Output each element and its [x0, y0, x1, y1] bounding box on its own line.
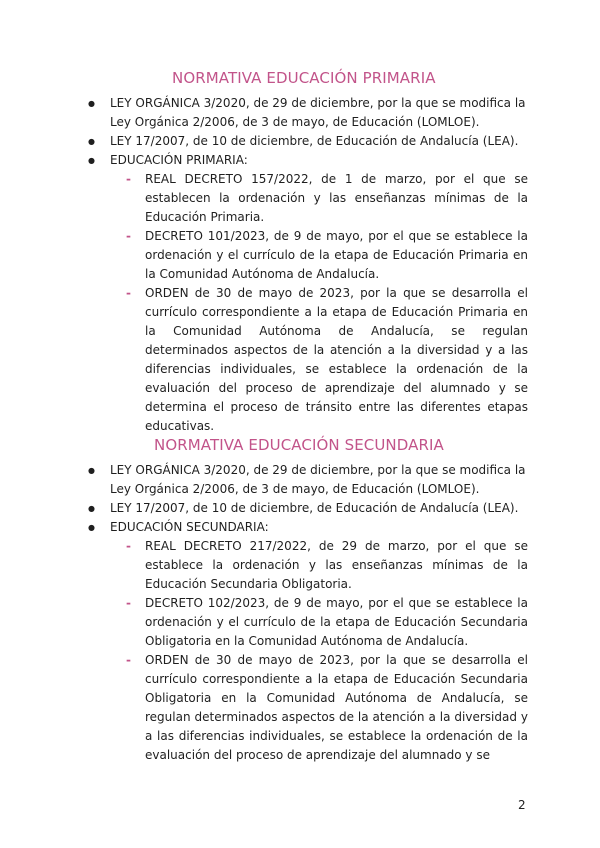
sub-list	[0, 170, 600, 436]
bullet-item: ● LEY 17/2007, de 10 de diciembre, de Educación de Andalucía (LEA).	[0, 499, 600, 518]
normativa-primaria-list	[0, 94, 600, 436]
section-title-secundaria: NORMATIVA EDUCACIÓN SECUNDARIA	[154, 436, 444, 454]
bullet-item: ● LEY 17/2007, de 10 de diciembre, de Educación de Andalucía (LEA).	[0, 132, 600, 151]
normativa-secundaria-list	[0, 461, 600, 765]
page-number: 2	[518, 798, 526, 812]
sub-item: - DECRETO 102/2023, de 9 de mayo, por el que se establece la ordenación y el currículo de la etapa de Educación Secundaria Obligatoria en la Comunidad Autónoma de Andalucía.	[0, 594, 600, 651]
sub-item: - REAL DECRETO 217/2022, de 29 de marzo, por el que se establece la ordenación y las enseñanzas mínimas de la Educación Secundaria Obligatoria.	[0, 537, 600, 594]
sub-item: - DECRETO 101/2023, de 9 de mayo, por el que se establece la ordenación y el currículo de la etapa de Educación Primaria en la Comunidad Autónoma de Andalucía.	[0, 227, 600, 284]
sub-item: - REAL DECRETO 157/2022, de 1 de marzo, por el que se establecen la ordenación y las enseñanzas mínimas de la Educación Primaria.	[0, 170, 600, 227]
bullet-item	[0, 518, 600, 537]
bullet-item: ● LEY ORGÁNICA 3/2020, de 29 de diciembre, por la que se modifica la Ley Orgánica 2/2006, de 3 de mayo, de Educación (LOMLOE).	[0, 94, 600, 132]
bullet-item-label: EDUCACIÓN SECUNDARIA:	[110, 520, 269, 534]
bullet-item-label: EDUCACIÓN PRIMARIA:	[110, 153, 248, 167]
sub-list	[0, 537, 600, 765]
bullet-item	[0, 151, 600, 170]
sub-item: - ORDEN de 30 de mayo de 2023, por la que se desarrolla el currículo correspondiente a la etapa de Educación Primaria en la Comunidad Autónoma de Andalucía, se regulan determinados aspectos de la atención a la diversidad y a las diferencias individuales, se establece la ordenación de la evaluación del proceso de aprendizaje del alumnado y se determina el proceso de tránsito entre las diferentes etapas educativas.	[0, 284, 600, 436]
sub-item: - ORDEN de 30 de mayo de 2023, por la que se desarrolla el currículo correspondiente a la etapa de Educación Secundaria Obligatoria en la Comunidad Autónoma de Andalucía, se regulan determinados aspectos de la atención a la diversidad y a las diferencias individuales, se establece la ordenación de la evaluación del proceso de aprendizaje del alumnado y se	[0, 651, 600, 765]
section-title-primaria: NORMATIVA EDUCACIÓN PRIMARIA	[172, 69, 436, 87]
bullet-item: ● LEY ORGÁNICA 3/2020, de 29 de diciembre, por la que se modifica la Ley Orgánica 2/2006, de 3 de mayo, de Educación (LOMLOE).	[0, 461, 600, 499]
